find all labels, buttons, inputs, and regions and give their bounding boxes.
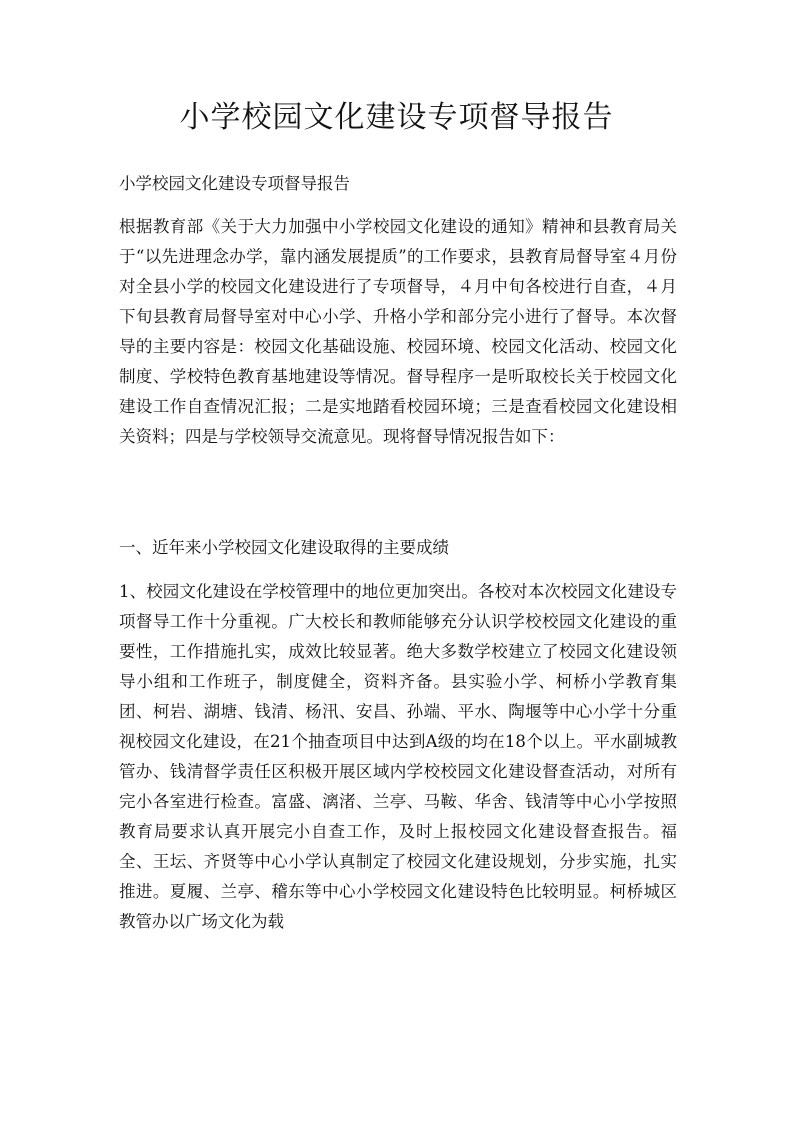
document-subtitle: 小学校园文化建设专项督导报告 [119,174,350,193]
section-heading: 一、近年来小学校园文化建设取得的主要成绩 [119,538,449,557]
intro-paragraph: 根据教育部《关于大力加强中小学校园文化建设的通知》精神和县教育局关于“以先进理念办学，靠内涵发展提质”的工作要求，县教育局督导室４月份对全县小学的校园文化建设进行了专项督导，４月中旬各校进行自查，４月下旬县教育局督导室对中心小学、升格小学和部分完小进行了督导。本次督导的主要内容是：校园文化基础设施、校园环境、校园文化活动、校园文化制度、学校特色教育基地建设等情况。督导程序一是听取校长关于校园文化建设工作自查情况汇报；二是实地踏看校园环境；三是查看校园文化建设相关资料；四是与学校领导交流意见。现将督导情况报告如下： [119,217,677,446]
section-paragraph: 1、校园文化建设在学校管理中的地位更加突出。各校对本次校园文化建设专项督导工作十分重视。广大校长和教师能够充分认识学校校园文化建设的重要性，工作措施扎实，成效比较显著。绝大多数学校建立了校园文化建设领导小组和工作班子，制度健全，资料齐备。县实验小学、柯桥小学教育集团、柯岩、湖塘、钱清、杨汛、安昌、孙端、平水、陶堰等中心小学十分重视校园文化建设，在21个抽查项目中达到A级的均在18个以上。平水副城教管办、钱清督学责任区积极开展区域内学校校园文化建设督查活动，对所有完小各室进行检查。富盛、漓渚、兰亭、马鞍、华舍、钱清等中心小学按照教育局要求认真开展完小自查工作，及时上报校园文化建设督查报告。福全、王坛、齐贤等中心小学认真制定了校园文化建设规划，分步实施，扎实推进。夏履、兰亭、稽东等中心小学校园文化建设特色比较明显。柯桥城区教管办以广场文化为载 [119,582,677,931]
document-title: 小学校园文化建设专项督导报告 [179,100,614,135]
